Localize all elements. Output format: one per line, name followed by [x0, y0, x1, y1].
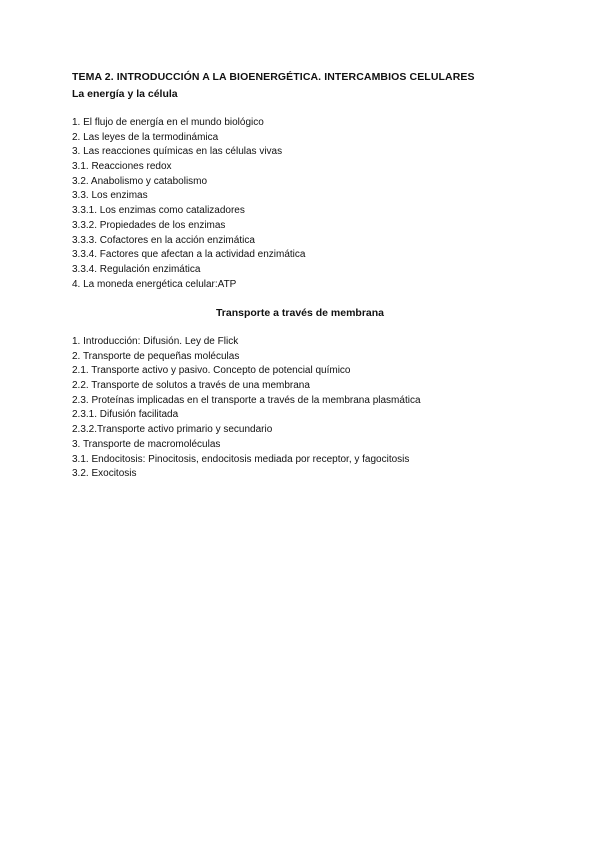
- list-item: 3. Transporte de macromoléculas: [72, 438, 221, 450]
- list-item: 1. Introducción: Difusión. Ley de Flick: [72, 336, 239, 347]
- list-item: 3.2. Anabolismo y catabolismo: [72, 175, 208, 187]
- document-title: TEMA 2. INTRODUCCIÓN A LA BIOENERGÉTICA. INTERCAMBIOS CELULARES: [72, 71, 475, 83]
- list-item: 3.2. Exocitosis: [72, 468, 137, 480]
- list-item: 2.3.1. Difusión facilitada: [72, 409, 179, 421]
- list-item: 2.1. Transporte activo y pasivo. Concepto de potencial químico: [72, 365, 351, 377]
- list-item: 3. Las reacciones químicas en las células vivas: [72, 146, 283, 158]
- membrane-transport-list: [72, 335, 421, 482]
- section-subtitle: La energía y la célula: [72, 88, 178, 100]
- list-item: 2.3.2.Transporte activo primario y secundario: [72, 424, 273, 436]
- section-heading: Transporte a través de membrana: [215, 307, 385, 319]
- list-item: 3.3.2. Propiedades de los enzimas: [72, 219, 226, 231]
- list-item: 2.3. Proteínas implicadas en el transporte a través de la membrana plasmática: [72, 394, 421, 406]
- list-item: 4. La moneda energética celular:ATP: [72, 278, 237, 290]
- list-item: 3.1. Endocitosis: Pinocitosis, endocitosis mediada por receptor, y fagocitosis: [72, 453, 410, 465]
- list-item: 1. El flujo de energía en el mundo biológico: [72, 117, 264, 128]
- energy-topics-list: [72, 116, 305, 292]
- list-item: 3.1. Reacciones redox: [72, 161, 172, 173]
- list-item: 2.2. Transporte de solutos a través de una membrana: [72, 380, 310, 392]
- list-item: 3.3.4. Factores que afectan a la actividad enzimática: [72, 249, 306, 261]
- list-item: 2. Transporte de pequeñas moléculas: [72, 350, 240, 362]
- list-item: 3.3.3. Cofactores en la acción enzimática: [72, 234, 255, 246]
- list-item: 2. Las leyes de la termodinámica: [72, 131, 219, 143]
- list-item: 3.3.1. Los enzimas como catalizadores: [72, 205, 245, 217]
- list-item: 3.3. Los enzimas: [72, 190, 148, 202]
- list-item: 3.3.4. Regulación enzimática: [72, 263, 201, 275]
